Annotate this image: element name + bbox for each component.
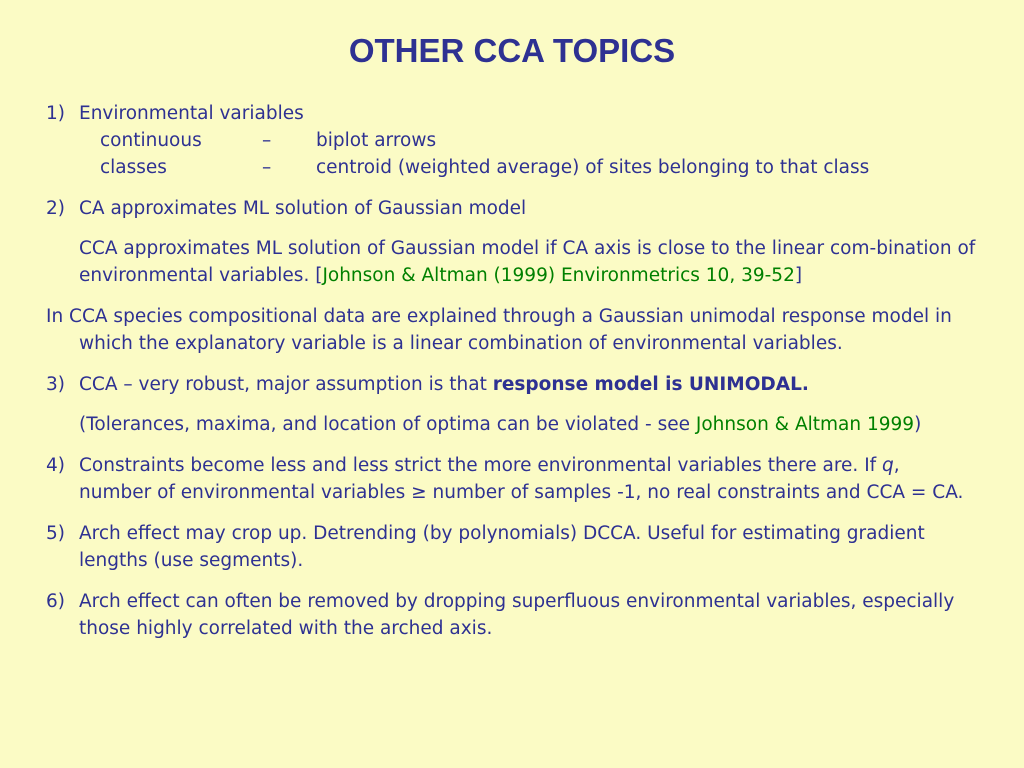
item-2-paragraph: [46, 235, 976, 289]
item-number: 3): [46, 374, 65, 395]
list-item-1: [46, 100, 976, 127]
sub-dash: –: [262, 130, 272, 151]
variable-q: q: [882, 455, 894, 476]
sub-term: continuous: [100, 130, 202, 151]
reference-text: Johnson & Altman (1999) Environmetrics 10, 39-52: [322, 265, 795, 286]
item-number: 2): [46, 198, 65, 219]
item-text: Arch effect can often be removed by dropping superfluous environmental variables, especially those highly correlated with the arched axis.: [79, 591, 955, 639]
list-item-5: [46, 520, 976, 574]
sub-row-classes: [46, 154, 976, 181]
item-text: CA approximates ML solution of Gaussian model: [79, 198, 527, 219]
item-text-wrap: [79, 452, 976, 506]
item-number: 1): [46, 103, 65, 124]
reference-text: Johnson & Altman 1999: [695, 414, 915, 435]
list-item-6: [46, 588, 976, 642]
item-number: 5): [46, 523, 65, 544]
sub-dash: –: [262, 157, 272, 178]
item-text: Arch effect may crop up. Detrending (by polynomials) DCCA. Useful for estimating gradient lengths (use segments).: [79, 523, 925, 571]
sub-term: classes: [100, 157, 167, 178]
page-title: OTHER CCA TOPICS: [348, 32, 676, 69]
paragraph-text: (Tolerances, maxima, and location of optima can be violated - see: [79, 414, 696, 435]
item-text-wrap: [79, 371, 976, 398]
item-text-cont: , number of environmental variables ≥ number of samples -1, no real constraints and CCA = CA.: [79, 455, 964, 503]
sub-desc: biplot arrows: [316, 130, 437, 151]
list-item-3: [46, 371, 976, 398]
list-item-2: [46, 195, 976, 222]
bracket-close: ]: [794, 265, 803, 286]
paren-close: ): [914, 414, 922, 435]
sub-row-continuous: [46, 127, 976, 154]
item-number: 6): [46, 591, 65, 612]
item-number: 4): [46, 455, 65, 476]
paragraph-text: CCA approximates ML solution of Gaussian model if CA axis is close to the linear com-bination of environmental variables. [: [79, 238, 976, 286]
slide-content: [46, 100, 976, 642]
list-item-4: [46, 452, 976, 506]
item-text: Constraints become less and less strict the more environmental variables there are. If: [79, 455, 883, 476]
item-text: CCA – very robust, major assumption is that: [79, 374, 493, 395]
cca-note: In CCA species compositional data are explained through a Gaussian unimodal response model in which the explanatory variable is a linear combination of environmental variables.: [46, 306, 952, 354]
emphasis-text: response model is UNIMODAL.: [492, 374, 809, 395]
item-text: Environmental variables: [79, 103, 304, 124]
item-3-paragraph: [46, 411, 976, 438]
sub-desc: centroid (weighted average) of sites belonging to that class: [316, 157, 870, 178]
